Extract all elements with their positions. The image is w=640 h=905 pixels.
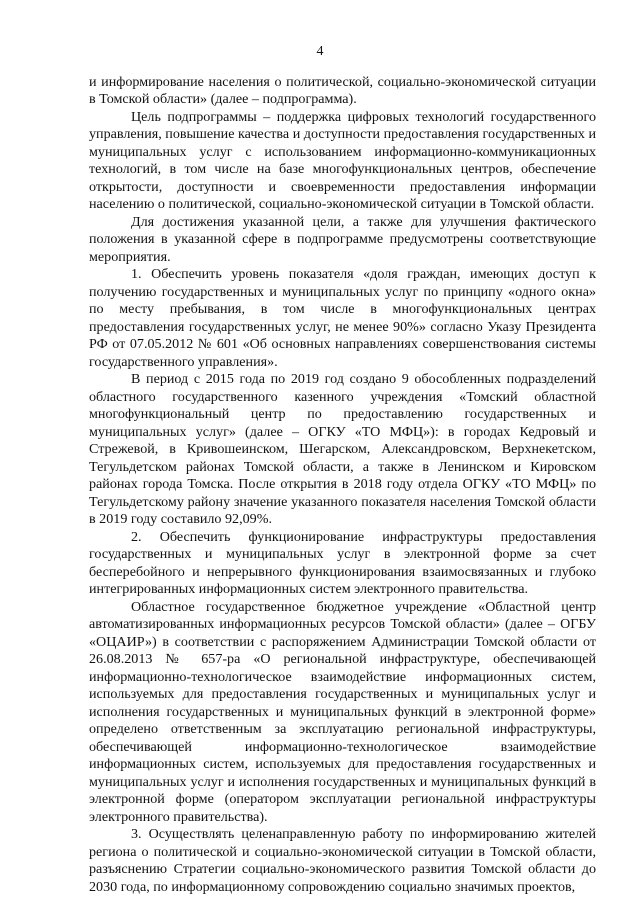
document-body xyxy=(89,74,596,896)
paragraph-item-3: 3. Осуществлять целенаправленную работу по информированию жителей региона о политической и социально-экономической ситуации в Томской области, разъяснению Стратегии социально-экономического развития Томской области до 2030 года, по информационному сопровождению социально значимых проектов, xyxy=(89,826,596,895)
paragraph-item-2: 2. Обеспечить функционирование инфраструктуры предоставления государственных и муниципальных услуг в электронной форме за счет бесперебойного и непрерывного функционирования взаимосвязанных и глубоко интегрированных информационных систем электронного правительства. xyxy=(89,528,596,598)
paragraph-continuation: и информирование населения о политической, социально-экономической ситуации в Томской области» (далее – подпрограмма). xyxy=(89,74,596,108)
paragraph-mfc-branches: В период с 2015 года по 2019 год создано 9 обособленных подразделений областного государственного казенного учреждения «Томский областной многофункциональный центр по предоставлению государственных и муниципальных услуг» (далее – ОГКУ «ТО МФЦ»): в городах Кедровый и Стрежевой, в Кривошеинском, Шегарском, Александровском, Верхнекетском, Тегульдетском районах Томской области, а также в Ленинском и Кировском районах города Томска. После открытия в 2018 году отдела ОГКУ «ТО МФЦ» по Тегульдетскому району значение указанного показателя населения Томской области в 2019 году составило 92,09%. xyxy=(89,371,596,528)
paragraph-measures: Для достижения указанной цели, а также для улучшения фактического положения в указанной сфере в подпрограмме предусмотрены соответствующие мероприятия. xyxy=(89,213,596,265)
paragraph-ocair: Областное государственное бюджетное учреждение «Областной центр автоматизированных информационных ресурсов Томской области» (далее – ОГБУ «ОЦАИР») в соответствии с распоряжением Администрации Томской области от 26.08.2013 № 657-ра «О региональной инфраструктуре, обеспечивающей информационно-технологическое взаимодействие информационных систем, используемых для предоставления государственных и муниципальных услуг и исполнения государственных и муниципальных функций в электронной форме» определено ответственным за эксплуатацию региональной инфраструктуры, обеспечивающей информационно-технологическое взаимодействие информационных систем, используемых для предоставления государственных и муниципальных услуг и исполнения государственных и муниципальных функций в электронной форме (оператором эксплуатации региональной инфраструктуры электронного правительства). xyxy=(89,598,596,825)
page-number: 4 xyxy=(316,44,324,59)
paragraph-item-1: 1. Обеспечить уровень показателя «доля граждан, имеющих доступ к получению государственных и муниципальных услуг по принципу «одного окна» по месту пребывания, в том числе в многофункциональных центрах предоставления государственных услуг, не менее 90%» согласно Указу Президента РФ от 07.05.2012 № 601 «Об основных направлениях совершенствования системы государственного управления». xyxy=(89,266,596,370)
paragraph-goal: Цель подпрограммы – поддержка цифровых технологий государственного управления, повышение качества и доступности предоставления государственных и муниципальных услуг с использованием информационно-коммуникационных технологий, в том числе на базе многофункциональных центров, обеспечение открытости, доступности и своевременности предоставления информации населению о политической, социально-экономической ситуации в Томской области. xyxy=(89,108,596,213)
